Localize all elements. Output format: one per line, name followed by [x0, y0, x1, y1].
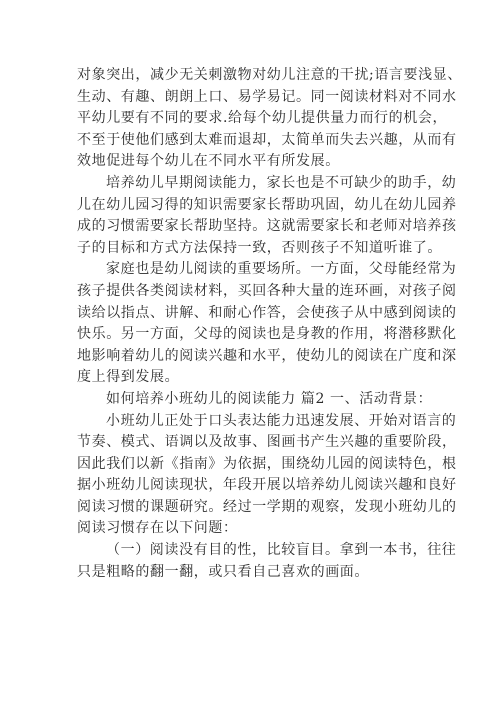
paragraph-first-line: 家庭也是幼儿阅读的重要场所。一方面，父母能经常为	[106, 261, 457, 278]
section-heading-line: 如何培养小班幼儿的阅读能力 篇2 一、活动背景：	[106, 390, 433, 407]
text-line: 儿在幼儿园习得的知识需要家长帮助巩固，幼儿在幼儿园养	[77, 196, 457, 213]
text-line: 节奏、模式、语调以及故事、图画书产生兴趣的重要阶段，	[77, 434, 457, 451]
text-line: 因此我们以新《指南》为依据，围绕幼儿园的阅读特色，根	[77, 455, 457, 472]
paragraph-first-line: （一）阅读没有目的性，比较盲目。拿到一本书，往往	[106, 542, 457, 559]
text-line: 子的目标和方式方法保持一致，否则孩子不知道听谁了。	[77, 239, 442, 256]
text-line: 度上得到发展。	[77, 369, 180, 386]
paragraph-first-line: 培养幼儿早期阅读能力，家长也是不可缺少的助手，幼	[106, 174, 457, 191]
text-line: 孩子提供各类阅读材料，买回各种大量的连环画，对孩子阅	[77, 282, 457, 299]
text-line: 不至于使他们感到太难而退却，太简单而失去兴趣，从而有	[77, 131, 457, 148]
text-line: 只是粗略的翻一翻，或只看自己喜欢的画面。	[77, 563, 369, 580]
text-line: 阅读习惯的课题研究。经过一学期的观察，发现小班幼儿的	[77, 498, 457, 515]
text-line: 效地促进每个幼儿在不同水平有所发展。	[77, 153, 340, 170]
paragraph-first-line: 小班幼儿正处于口头表达能力迅速发展、开始对语言的	[106, 412, 457, 429]
text-line: 对象突出，减少无关刺激物对幼儿注意的干扰;语言要浅显、	[77, 67, 462, 83]
document-page	[77, 65, 462, 583]
text-line: 成的习惯需要家长帮助坚持。这就需要家长和老师对培养孩	[77, 218, 457, 235]
text-line: 据小班幼儿阅读现状，年段开展以培养幼儿阅读兴趣和良好	[77, 477, 457, 494]
text-line: 平幼儿要有不同的要求.给每个幼儿提供量力而行的机会，	[77, 110, 448, 127]
text-line: 读给以指点、讲解、和耐心作答，会使孩子从中感到阅读的	[77, 304, 457, 321]
text-line: 阅读习惯存在以下问题：	[77, 520, 238, 537]
text-line: 生动、有趣、朗朗上口、易学易记。同一阅读材料对不同水	[77, 88, 457, 105]
text-line: 地影响着幼儿的阅读兴趣和水平，使幼儿的阅读在广度和深	[77, 347, 457, 364]
text-line: 快乐。另一方面，父母的阅读也是身教的作用，将潜移默化	[77, 326, 457, 343]
